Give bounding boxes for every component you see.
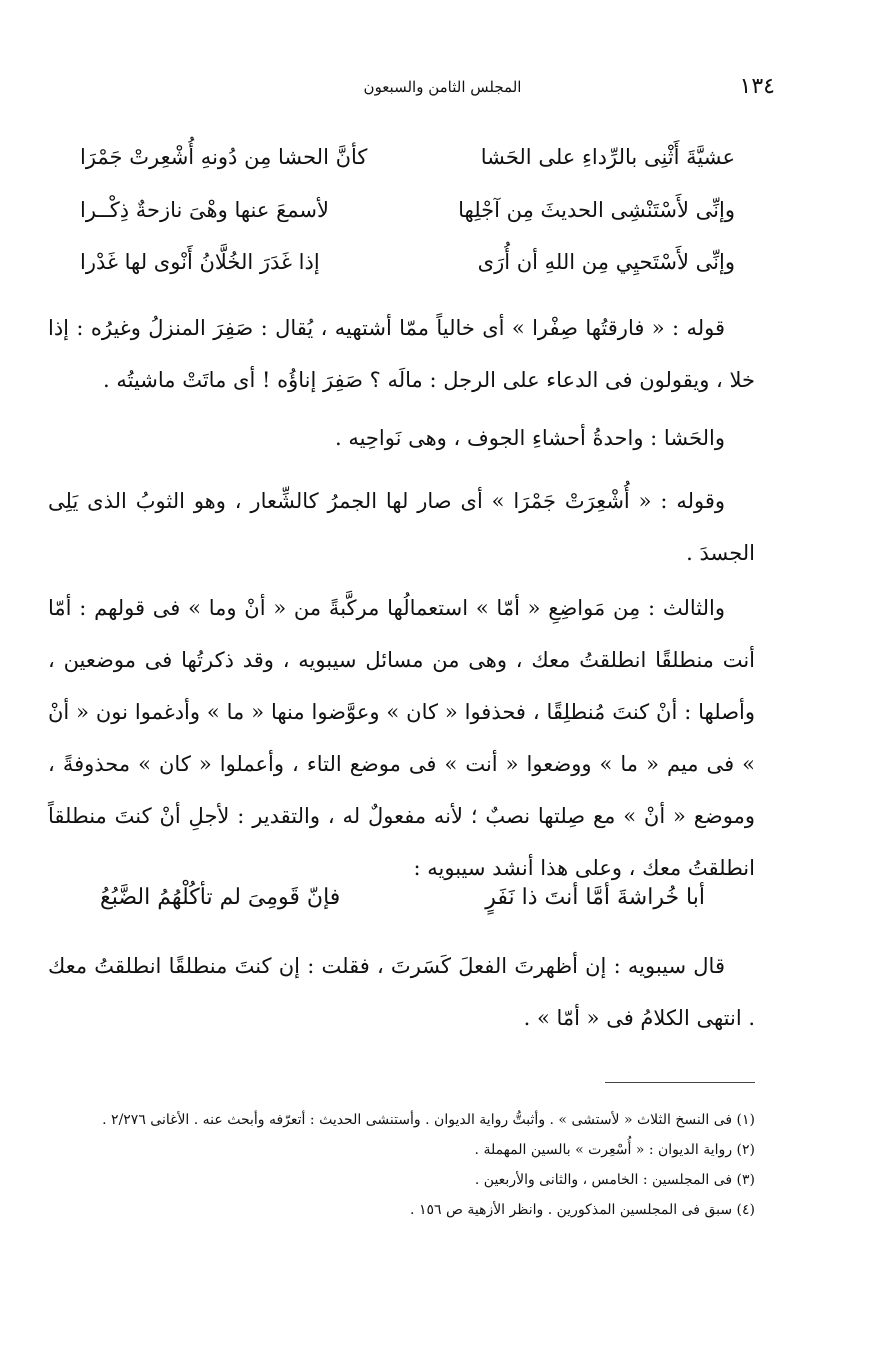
khurasha-verse bbox=[100, 885, 705, 925]
verse-second-hemistich: كأنَّ الحشا مِن دُونهِ أُشْعِرتْ جَمْرَا bbox=[80, 145, 368, 169]
verse-second-hemistich: إذا غَدَرَ الخُلَّانُ أَنْوى لها غَدْرا bbox=[80, 250, 320, 274]
verse-first-hemistich: وإنِّى لأَسْتَنْشِى الحديثَ مِن آجْلِها bbox=[458, 198, 735, 222]
footnote: (٢) رواية الديوان : « أُسْعِرت » بالسين المهملة . bbox=[474, 1142, 755, 1158]
poem-verse bbox=[80, 198, 735, 238]
poem-verse bbox=[80, 250, 735, 290]
running-title: المجلس الثامن والسبعون bbox=[363, 78, 522, 96]
paragraph-amma: والثالث : مِن مَواضِعِ « أمّا » استعمالُها مركَّبةً من « أنْ وما » فى قولهم : أمّا أنت منطلقًا انطلقتُ معك ، وهى من مسائل سيبويه ، وقد ذكرتُها فى موضعين ، وأصلها : أنْ كنتَ مُنطلِقًا ، فحذفوا « كان » وعوَّضوا منها « ما » وأدغموا نون « أنْ » فى ميم « ما » ووضعوا « أنت » فى موضع التاء ، وأعملوا « كان » محذوفةً ، وموضع « أنْ » مع صِلتها نصبٌ ؛ لأنه مفعولٌ له ، والتقدير : لأجلِ أنْ كنتَ منطلقاً انطلقتُ معك ، وعلى هذا أنشد سيبويه : bbox=[48, 596, 755, 880]
footnote: (١) فى النسخ الثلاث « لأستشى » . وأثبتُّ رواية الديوان . وأستنشى الحديث : أتعرّفه وأبحث عنه . الأغانى ٢/٢٧٦ . bbox=[102, 1112, 755, 1128]
paragraph-ushirat: وقوله : « أُشْعِرَتْ جَمْرَا » أى صار لها الجمرُ كالشِّعار ، وهو الثوبُ الذى يَلِى الجسدَ . bbox=[48, 489, 755, 565]
verse-second-hemistich: لأسمعَ عنها وهْىَ نازحةٌ ذِكْــرا bbox=[80, 198, 329, 222]
footnote: (٤) سبق فى المجلسين المذكورين . وانظر الأزهية ص ١٥٦ . bbox=[410, 1202, 755, 1218]
footnotes bbox=[60, 1105, 755, 1225]
paragraph-hasha: والحَشا : واحدةُ أحشاءِ الجوف ، وهى نَواحِيه . bbox=[334, 426, 725, 450]
footnote: (٣) فى المجلسين : الخامس ، والثانى والأربعين . bbox=[474, 1172, 755, 1188]
footnote-divider bbox=[605, 1082, 755, 1083]
paragraph-sifran: قوله : « فارقتُها صِفْرا » أى خالياً ممّا أشتهيه ، يُقال : صَفِرَ المنزلُ وغيرُه : إذا خلا ، ويقولون فى الدعاء على الرجل : مالَه ؟ صَفِرَ إناؤُه ! أى ماتَتْ ماشيتُه . bbox=[48, 316, 755, 392]
verse-first-hemistich: وإنِّى لأَسْتَحيِي مِن اللهِ أن أُرَى bbox=[477, 250, 735, 274]
verse-first-hemistich: عشيَّةَ أَثْنِى بالرِّداءِ على الحَشا bbox=[480, 145, 735, 169]
page-header bbox=[80, 74, 805, 104]
verse-first-hemistich: أبا خُراشةَ أمَّا أنتَ ذا نَفَرٍ bbox=[485, 885, 705, 910]
verse-second-hemistich: فإنّ قَومِىَ لم تأكُلْهُمُ الضَّبُعُ bbox=[100, 885, 341, 910]
paragraph-sibawayh: قال سيبويه : إن أظهرتَ الفعلَ كَسَرتَ ، فقلت : إن كنتَ منطلقًا انطلقتُ معك . انتهى الكلامُ فى « أمّا » . bbox=[48, 954, 755, 1030]
poem-verse bbox=[80, 145, 735, 185]
page-number: ١٣٤ bbox=[739, 74, 775, 99]
